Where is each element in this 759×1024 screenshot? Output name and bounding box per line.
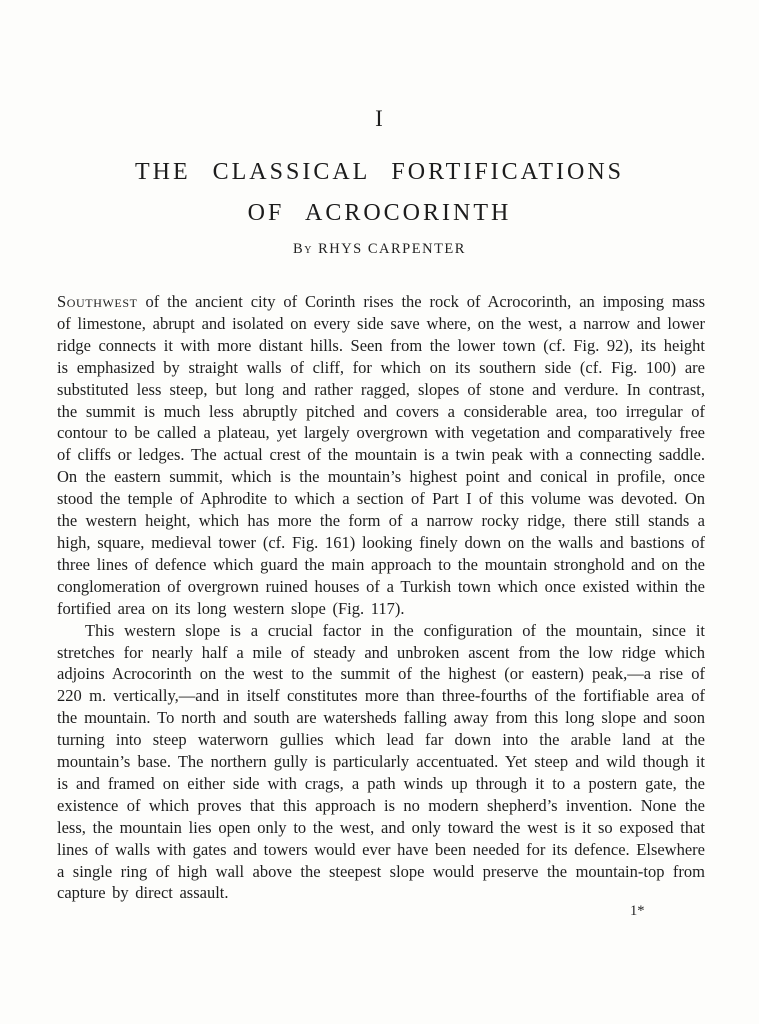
- chapter-title: [0, 152, 759, 234]
- chapter-title-line-2: OF ACROCORINTH: [247, 200, 512, 226]
- byline: [0, 241, 759, 258]
- paragraph-1: [57, 291, 705, 620]
- chapter-title-line-1: THE CLASSICAL FORTIFICATIONS: [134, 159, 625, 185]
- paragraph-1-lead-word: Southwest: [57, 292, 138, 311]
- author-name: RHYS CARPENTER: [318, 241, 466, 257]
- page-signature-mark: 1*: [630, 903, 645, 919]
- paragraph-2: This western slope is a crucial factor in the configuration of the mountain, since it stretches for nearly half a mile of steady and unbroken ascent from the low ridge which adjoins Acrocorinth on the west to the summit of the highest (or eastern) peak,—a rise of 220 m. vertically,—and in itself constitutes more than three-fourths of the fortifiable area of the mountain. To north and south are watersheds falling away from this long slope and soon turning into steep waterworn gullies which lead far down into the arable land at the mountain’s base. The northern gully is particularly accentuated. Yet steep and wild though it is and framed on either side with crags, a path winds up through it to a postern gate, the existence of which proves that this approach is no modern shepherd’s invention. None the less, the mountain lies open only to the west, and only toward the west is it so exposed that lines of walls with gates and towers would ever have been needed for its defence. Elsewhere a single ring of high wall above the steepest slope would preserve the mountain-top from capture by direct assault.: [57, 620, 705, 903]
- chapter-number: I: [375, 106, 384, 131]
- body-text: [57, 291, 705, 904]
- paragraph-1-text: of the ancient city of Corinth rises the rock of Acrocorinth, an imposing mass of limestone, abrupt and isolated on every side save where, on the west, a narrow and lower ridge connects it with more distant hills. Seen from the lower town (cf. Fig. 92), its height is emphasized by straight walls of cliff, for which on its southern side (cf. Fig. 100) are substituted less steep, but long and rather ragged, slopes of stone and verdure. In contrast, the summit is much less abruptly pitched and covers a considerable area, too irregular of contour to be called a plateau, yet largely overgrown with vegetation and comparatively free of cliffs or ledges. The actual crest of the mountain is a twin peak with a connecting saddle. On the eastern summit, which is the mountain’s highest point and conical in profile, once stood the temple of Aphrodite to which a section of Part I of this volume was devoted. On the western height, which has more the form of a narrow rocky ridge, there still stands a high, square, medieval tower (cf. Fig. 161) looking finely down on the walls and bastions of three lines of defence which guard the main approach to the mountain stronghold and on the conglomeration of overgrown ruined houses of a Turkish town which once existed within the fortified area on its long western slope (Fig. 117).: [57, 292, 705, 618]
- byline-prefix: By: [293, 241, 313, 257]
